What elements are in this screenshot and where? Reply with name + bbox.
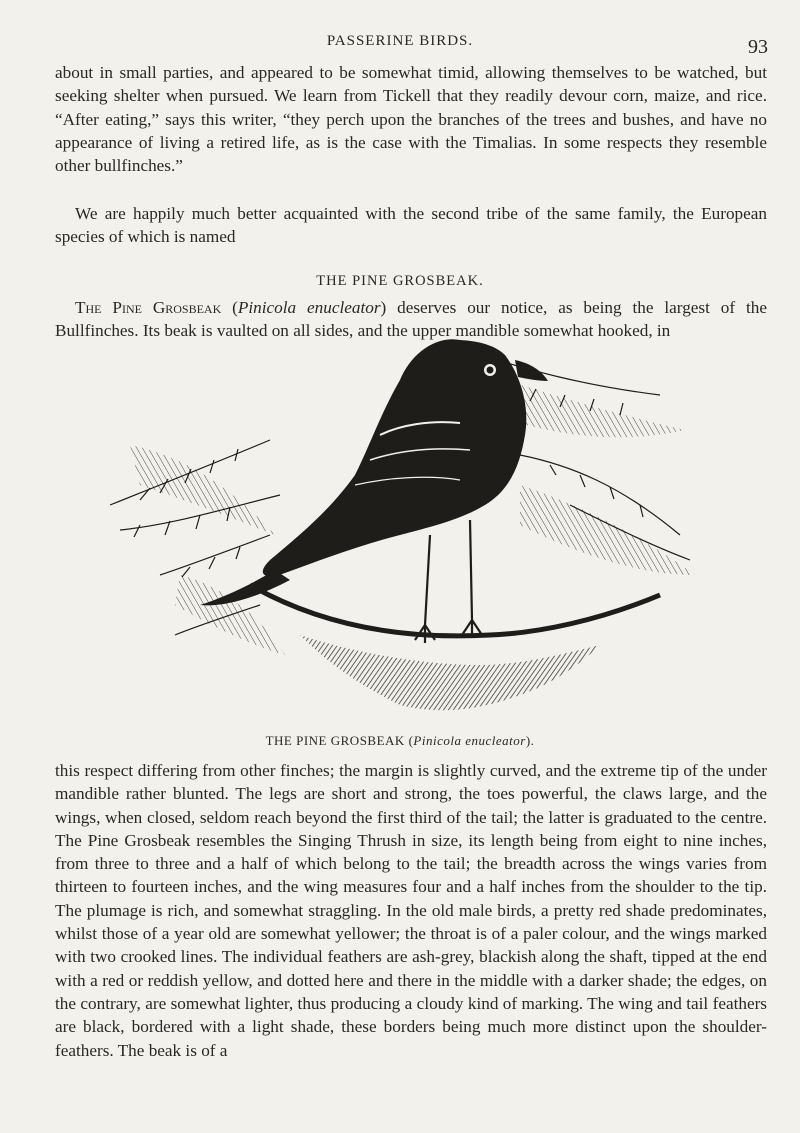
bird-illustration bbox=[100, 335, 700, 730]
paren-open: ( bbox=[221, 298, 238, 317]
bird-name-smallcaps: The Pine Grosbeak bbox=[75, 298, 222, 317]
caption-title: THE PINE GROSBEAK bbox=[265, 733, 405, 748]
caption-paren-close: ). bbox=[525, 733, 535, 748]
pine-grosbeak-engraving bbox=[100, 335, 700, 730]
figure-caption bbox=[0, 733, 800, 749]
bird-body bbox=[200, 339, 548, 605]
paragraph-second-tribe: We are happily much better acquainted with the second tribe of the same family, the European species of which is named bbox=[55, 204, 767, 247]
paragraph-description: this respect differing from other finches; the margin is slightly curved, and the extreme tip of the under mandible rather blunted. The legs are short and strong, the toes powerful, the claws large, and the wings, when closed, seldom reach beyond the first third of the tail; the latter is graduated to the centre. The Pine Grosbeak resembles the Singing Thrush in size, its length being from eight to nine inches, from three to three and a half of which belong to the tail; the breadth across the wings varies from thirteen to fourteen inches, and the wing measures four and a half inches from the shoulder to the tip. The plumage is rich, and somewhat straggling. In the old male birds, a pretty red shade predominates, whilst those of a year old are somewhat yellower; the throat is of a paler colour, and the wings marked with two crooked lines. The individual feathers are ash-grey, blackish along the shaft, tipped at the end with a red or reddish yellow, and dotted here and there in the middle with a darker shade; the edges, on the contrary, are somewhat lighter, thus producing a cloudy kind of marking. The wing and tail feathers are black, bordered with a light shade, these borders being much more distinct upon the shoulder-feathers. The beak is of a bbox=[55, 761, 767, 1060]
caption-paren-open: ( bbox=[404, 733, 414, 748]
paragraph-continuation: about in small parties, and appeared to be somewhat timid, allowing themselves to be watched, but seeking shelter when pursued. We learn from Tickell that they readily devour corn, maize, and rice. “After eating,” says this writer, “they perch upon the branches of the trees and bushes, and have no appearance of living a retired life, as is the case with the Timalias. In some respects they resemble other bullfinches.” bbox=[55, 63, 767, 176]
running-head: PASSERINE BIRDS. bbox=[326, 33, 474, 49]
caption-latin-name: Pinicola enucleator bbox=[413, 733, 526, 748]
latin-name: Pinicola enucleator bbox=[237, 298, 381, 317]
paragraph-pine-grosbeak-rest: ) deserves our notice, as being the largest of the Bullfinches. Its beak is vaulted on all sides, and the upper mandible somewhat hooked, in bbox=[55, 298, 767, 341]
perch-branch bbox=[250, 585, 660, 636]
bird-feet bbox=[415, 520, 482, 643]
page-number: 93 bbox=[748, 36, 768, 58]
section-heading: THE PINE GROSBEAK. bbox=[316, 273, 484, 289]
